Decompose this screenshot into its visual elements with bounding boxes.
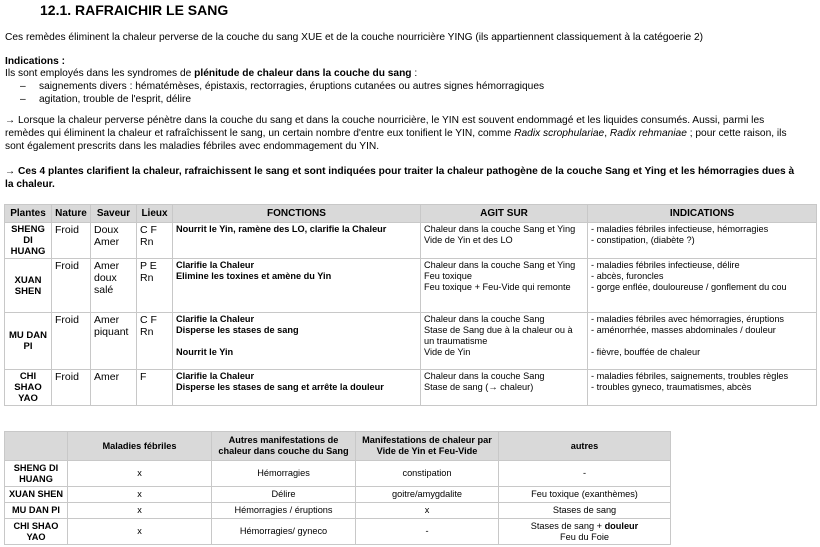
cell-line: XUAN bbox=[14, 274, 42, 286]
cell-line: Doux bbox=[94, 224, 119, 236]
lieux-cell bbox=[137, 370, 173, 406]
indications-cell bbox=[588, 223, 817, 259]
column-header: Lieux bbox=[137, 205, 173, 223]
table-cell: Hémorragies / éruptions bbox=[212, 503, 356, 519]
cell-line: Clarifie la Chaleur bbox=[176, 260, 255, 270]
table-row bbox=[5, 259, 817, 313]
cell-line: Froid bbox=[55, 314, 79, 326]
table-cell: constipation bbox=[356, 461, 499, 487]
paragraph-line: sont également prescrits dans les maladies fébriles avec endommagement du YIN. bbox=[5, 141, 380, 152]
agit-sur-cell bbox=[421, 259, 588, 313]
fonctions-cell bbox=[173, 259, 421, 313]
cell-line bbox=[502, 505, 667, 516]
header-row bbox=[5, 432, 671, 461]
indication-item: – agitation, trouble de l'esprit, délire bbox=[20, 94, 192, 105]
summary-line: la chaleur. bbox=[5, 179, 55, 190]
cell-line: SHAO bbox=[14, 382, 42, 393]
header-row bbox=[5, 205, 817, 223]
autres-cell bbox=[499, 487, 671, 503]
cell-line bbox=[502, 521, 667, 532]
column-header: FONCTIONS bbox=[173, 205, 421, 223]
indications-line: Ils sont employés dans les syndromes de plénitude de chaleur dans la couche du sang : bbox=[5, 68, 418, 79]
cell-line: F bbox=[140, 371, 147, 383]
cell-line: Clarifie la Chaleur bbox=[176, 314, 255, 324]
table-cell: Délire bbox=[212, 487, 356, 503]
cell-text: - bbox=[582, 468, 587, 478]
agit-sur-cell bbox=[421, 370, 588, 406]
lieux-cell bbox=[137, 259, 173, 313]
table-cell: x bbox=[68, 461, 212, 487]
table-cell: x bbox=[68, 503, 212, 519]
cell-line: Rn bbox=[140, 236, 154, 248]
cell-line: chaleur dans couche du Sang bbox=[218, 446, 349, 456]
fonctions-cell bbox=[173, 370, 421, 406]
cell-line: Chaleur dans la couche Sang bbox=[424, 314, 545, 324]
cell-line: Vide de Yin et des LO bbox=[424, 235, 513, 245]
agit-sur-cell bbox=[421, 313, 588, 370]
cell-line: SHEN bbox=[14, 285, 42, 297]
intro-text: Ces remèdes éliminent la chaleur perverse de la couche du sang XUE et de la couche nourricière YING (ils appartiennent classiquement à la catégoerie 2) bbox=[5, 32, 704, 43]
cell-line: XUAN SHEN bbox=[8, 489, 64, 499]
indications-cell bbox=[588, 259, 817, 313]
cell-line: - maladies fébriles infectieuse, délire bbox=[591, 260, 740, 270]
cell-line: piquant bbox=[94, 326, 129, 338]
cell-line: Rn bbox=[140, 326, 154, 338]
table-cell: goitre/amygdalite bbox=[356, 487, 499, 503]
page-title: 12.1. RAFRAICHIR LE SANG bbox=[40, 2, 229, 18]
cell-line: Feu toxique + Feu-Vide qui remonte bbox=[424, 282, 571, 292]
plant-name bbox=[5, 519, 68, 545]
cell-line bbox=[502, 468, 667, 479]
cell-bold-text: douleur bbox=[604, 520, 639, 531]
cell-line: Amer bbox=[94, 371, 120, 383]
cell-line: Rn bbox=[140, 272, 154, 284]
agit-sur-cell bbox=[421, 223, 588, 259]
cell-line: Elimine les toxines et amène du Yin bbox=[176, 271, 332, 281]
cell-line: doux bbox=[94, 272, 117, 284]
cell-line: autres bbox=[570, 440, 599, 451]
autres-cell bbox=[499, 519, 671, 545]
cell-line bbox=[502, 489, 667, 500]
table-cell: x bbox=[68, 519, 212, 545]
table-cell: Hémorragies bbox=[212, 461, 356, 487]
cell-line: - gorge enflée, douloureuse / gonflement du cou bbox=[591, 282, 787, 292]
cell-line: Maladies fébriles bbox=[102, 440, 177, 451]
column-header: Plantes bbox=[5, 205, 52, 223]
paragraph-line: remèdes qui éliminent la chaleur et rafraîchissent le sang, un certain nombre d'entre eux tonifient le YIN, comme Radix scrophulariae, Radix rehmaniae ; pour cette raison, ils bbox=[5, 128, 787, 139]
cell-line: - constipation, (diabète ?) bbox=[591, 235, 695, 245]
cell-line: Amer bbox=[94, 314, 120, 326]
column-header: Saveur bbox=[91, 205, 137, 223]
plant-name bbox=[5, 487, 68, 503]
table-row bbox=[5, 370, 817, 406]
cell-line: Amer bbox=[94, 236, 120, 248]
cell-line: Manifestations de chaleur par bbox=[362, 435, 492, 445]
cell-line: Nourrit le Yin bbox=[176, 347, 234, 357]
symptoms-table bbox=[4, 431, 671, 545]
saveur-cell bbox=[91, 259, 137, 313]
cell-line: MU DAN PI bbox=[12, 505, 60, 515]
cell-line: Froid bbox=[55, 224, 79, 236]
table-row bbox=[5, 519, 671, 545]
autres-cell bbox=[499, 503, 671, 519]
summary-line: → Ces 4 plantes clarifient la chaleur, rafraichissent le sang et sont indiquées pour traiter la chaleur pathogène de la couche Sang et Ying et les hémorragies dues à bbox=[5, 166, 795, 177]
paragraph-line: → Lorsque la chaleur perverse pénètre dans la couche du sang et dans la couche nourricière, le YIN est souvent endommagé et les liquides consumés. Aussi, parmi les bbox=[5, 115, 765, 126]
plant-name bbox=[5, 370, 52, 406]
cell-line: - maladies fébriles avec hémorragies, éruptions bbox=[591, 314, 785, 324]
cell-line: Feu du Foie bbox=[559, 531, 610, 542]
cell-text: Stases de sang bbox=[552, 505, 617, 515]
cell-line: - maladies fébriles infectieuse, hémorragies bbox=[591, 224, 769, 234]
cell-line: SHENG bbox=[11, 224, 45, 235]
cell-line bbox=[591, 336, 813, 347]
cell-line: - maladies fébriles, saignements, troubles règles bbox=[591, 371, 789, 381]
cell-line: Autres manifestations de bbox=[228, 435, 339, 445]
plant-name bbox=[5, 223, 52, 259]
cell-line: HUANG bbox=[10, 246, 46, 257]
cell-line: Clarifie la Chaleur bbox=[176, 371, 255, 381]
indications-cell bbox=[588, 370, 817, 406]
cell-line: Amer bbox=[94, 260, 120, 272]
cell-line: Vide de Yin et Feu-Vide bbox=[376, 446, 478, 456]
plant-name bbox=[5, 503, 68, 519]
cell-line: Froid bbox=[55, 260, 79, 272]
cell-line: - troubles gyneco, traumatismes, abcès bbox=[591, 382, 752, 392]
table-row bbox=[5, 461, 671, 487]
column-header bbox=[68, 432, 212, 461]
column-header bbox=[5, 432, 68, 461]
cell-line: CHI bbox=[19, 371, 37, 382]
cell-line: Feu toxique bbox=[424, 271, 473, 281]
saveur-cell bbox=[91, 370, 137, 406]
cell-line: YAO bbox=[18, 393, 38, 404]
fonctions-cell bbox=[173, 223, 421, 259]
cell-line: salé bbox=[94, 284, 114, 296]
column-header: AGIT SUR bbox=[421, 205, 588, 223]
cell-line: Disperse les stases de sang bbox=[176, 325, 299, 335]
indications-cell bbox=[588, 313, 817, 370]
lieux-cell bbox=[137, 223, 173, 259]
remedies-table bbox=[4, 204, 817, 406]
table-cell: x bbox=[68, 487, 212, 503]
table-row bbox=[5, 503, 671, 519]
autres-cell bbox=[499, 461, 671, 487]
cell-line: Froid bbox=[55, 371, 79, 383]
table-cell: Hémorragies/ gyneco bbox=[212, 519, 356, 545]
saveur-cell bbox=[91, 223, 137, 259]
cell-line: C F bbox=[140, 314, 157, 326]
cell-line: un traumatisme bbox=[424, 336, 488, 346]
plant-name bbox=[5, 461, 68, 487]
cell-line: PI bbox=[23, 341, 33, 352]
cell-line: Chaleur dans la couche Sang et Ying bbox=[424, 224, 576, 234]
cell-line: - aménorrhée, masses abdominales / douleur bbox=[591, 325, 776, 335]
cell-line: Chaleur dans la couche Sang bbox=[424, 371, 545, 381]
indications-heading: Indications : bbox=[5, 56, 65, 67]
plant-name bbox=[5, 259, 52, 313]
cell-text: Stases de sang + bbox=[530, 520, 605, 531]
cell-line: Nourrit le Yin, ramène des LO, clarifie la Chaleur bbox=[176, 224, 387, 234]
cell-line: Disperse les stases de sang et arrête la douleur bbox=[176, 382, 384, 392]
plant-name bbox=[5, 313, 52, 370]
indication-item: – saignements divers : hématémèses, épistaxis, rectorragies, éruptions cutanées ou autres signes hémorragiques bbox=[20, 81, 545, 92]
column-header bbox=[499, 432, 671, 461]
table-cell: x bbox=[356, 503, 499, 519]
cell-line: DI bbox=[23, 235, 33, 246]
cell-line: Vide de Yin bbox=[424, 347, 471, 357]
cell-line: YAO bbox=[26, 531, 46, 542]
cell-line: MU DAN bbox=[9, 330, 47, 341]
nature-cell bbox=[52, 370, 91, 406]
cell-line: CHI SHAO bbox=[13, 520, 59, 531]
nature-cell bbox=[52, 223, 91, 259]
cell-line: Stase de sang (→ chaleur) bbox=[424, 382, 534, 392]
column-header: Nature bbox=[52, 205, 91, 223]
cell-line: Chaleur dans la couche Sang et Ying bbox=[424, 260, 576, 270]
cell-text: Feu toxique (exanthèmes) bbox=[531, 489, 638, 499]
column-header bbox=[356, 432, 499, 461]
cell-line: SHENG DI bbox=[13, 462, 59, 473]
table-cell: - bbox=[356, 519, 499, 545]
column-header: INDICATIONS bbox=[588, 205, 817, 223]
nature-cell bbox=[52, 313, 91, 370]
nature-cell bbox=[52, 259, 91, 313]
table-row bbox=[5, 313, 817, 370]
cell-line: - fièvre, bouffée de chaleur bbox=[591, 347, 701, 357]
fonctions-cell bbox=[173, 313, 421, 370]
cell-line: C F bbox=[140, 224, 157, 236]
table-row bbox=[5, 487, 671, 503]
table-row bbox=[5, 223, 817, 259]
lieux-cell bbox=[137, 313, 173, 370]
saveur-cell bbox=[91, 313, 137, 370]
cell-line: Stase de Sang due à la chaleur ou à bbox=[424, 325, 573, 335]
cell-line bbox=[176, 336, 417, 347]
column-header bbox=[212, 432, 356, 461]
cell-line: P E bbox=[140, 260, 157, 272]
cell-line: - abcès, furoncles bbox=[591, 271, 664, 281]
cell-line: HUANG bbox=[19, 473, 53, 484]
